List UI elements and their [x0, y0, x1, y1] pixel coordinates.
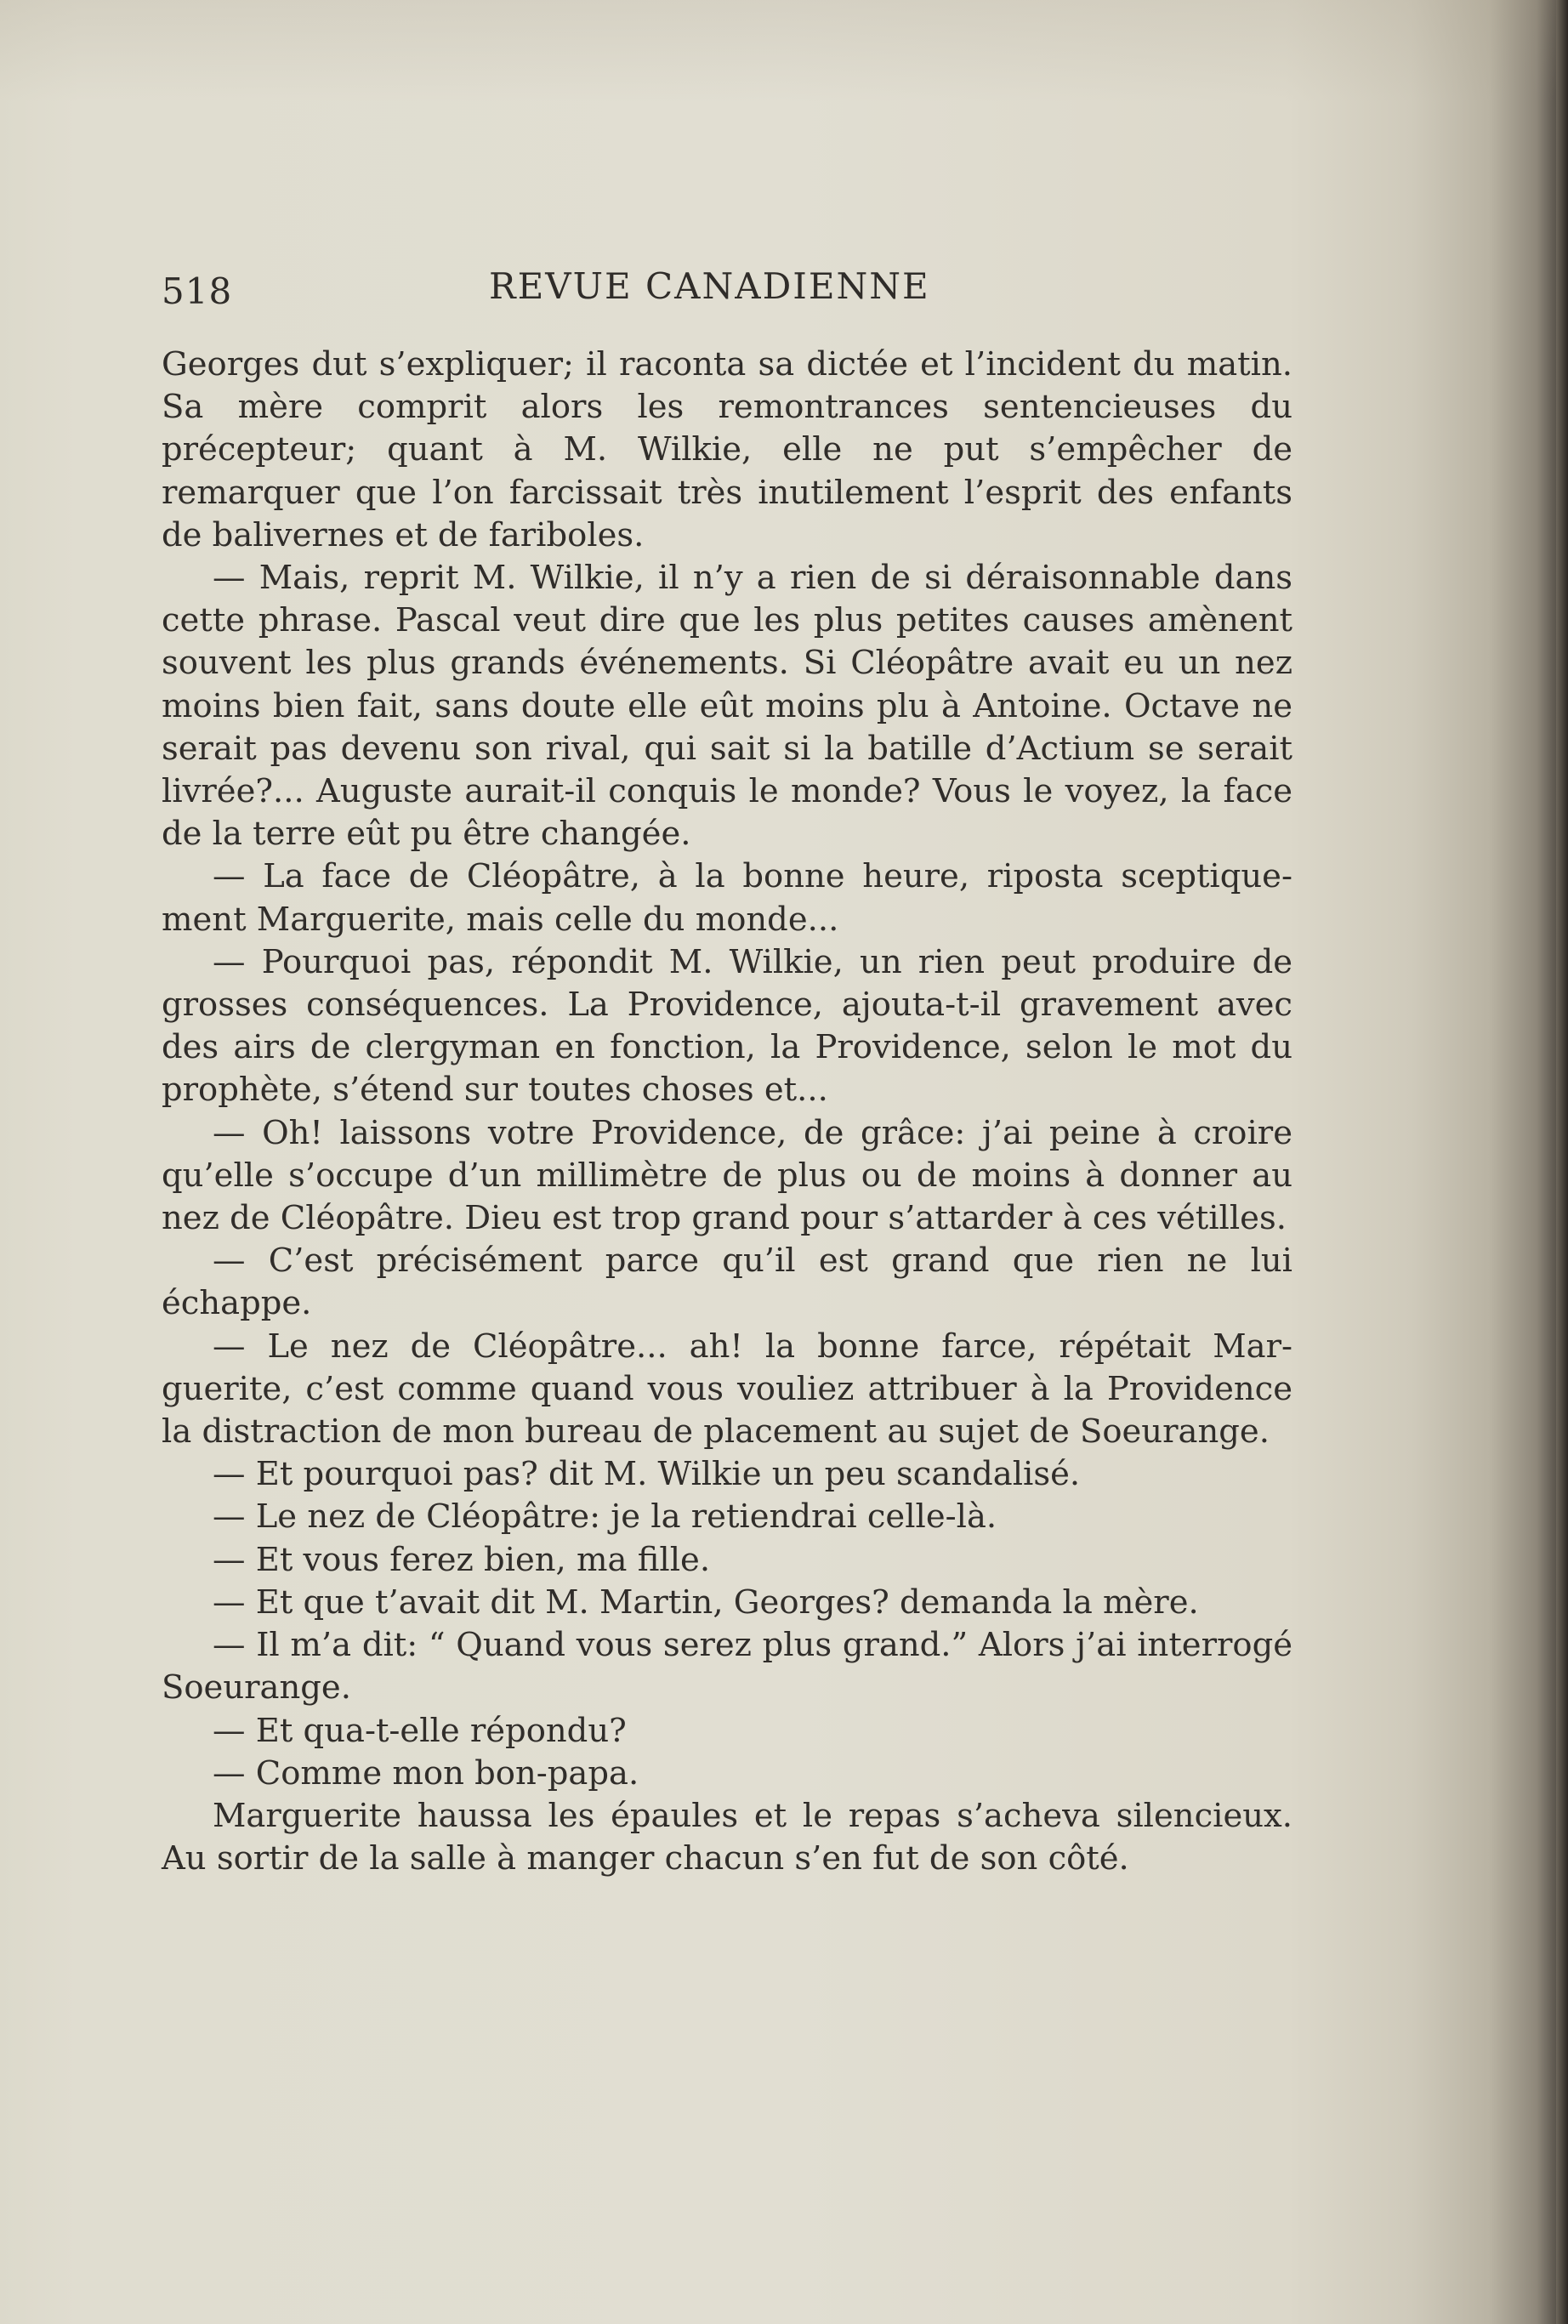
page-edge: [1556, 0, 1568, 2324]
page-shading: [0, 0, 1568, 102]
paragraph: — Mais, reprit M. Wilkie, il n’y a rien de si déraisonnable dans cette phrase. Pascal veut dire que les plus petites causes amènent souvent les plus grands événements. Si Cléopâtre avait eu un nez moins bien fait, sans doute elle eût moins plu à Antoine. Octave ne serait pas devenu son rival, qui sait si la batille d’Actium se serait livrée?... Auguste aurait-il conquis le monde? Vous le voyez, la face de la terre eût pu être changée.: [162, 559, 1292, 854]
paragraph: — C’est précisément parce qu’il est grand que rien ne lui échappe.: [162, 1242, 1292, 1323]
paragraph: — Le nez de Cléopâtre: je la retiendrai celle-là.: [213, 1497, 997, 1537]
paragraph: — Il m’a dit: “ Quand vous serez plus grand.” Alors j’ai interrogé Soeurange.: [162, 1626, 1292, 1707]
paragraph: — Oh! laissons votre Providence, de grâce: j’ai peine à croire qu’elle s’occupe d’un millimètre de plus ou de moins à donner au nez de Cléopâtre. Dieu est trop grand pour s’attarder à ces vétilles.: [162, 1113, 1292, 1238]
paragraph: — Et pourquoi pas? dit M. Wilkie un peu scandalisé.: [213, 1455, 1081, 1494]
paragraph: — Pourquoi pas, répondit M. Wilkie, un rien peut produire de grosses conséquences. La Providence, ajouta-t-il gravement avec des airs de clergyman en fonction, la Providence, selon le mot du prophète, s’étend sur toutes choses et...: [162, 942, 1292, 1110]
paragraph: Georges dut s’expliquer; il raconta sa dictée et l’incident du matin. Sa mère comprit alors les remontrances sentencieuses du précepteur; quant à M. Wilkie, elle ne put s’empêcher de remarquer que l’on farcissait très inutilement l’esprit des enfants de balivernes et de fariboles.: [162, 345, 1292, 554]
paragraph: — Et qua-t-elle répondu?: [213, 1711, 627, 1750]
page-number: 518: [162, 270, 233, 312]
paragraph: — Le nez de Cléopâtre... ah! la bonne farce, répétait Marguerite, c’est comme quand vous vouliez attribuer à la Providence la distraction de mon bureau de placement au sujet de Soeurange.: [162, 1327, 1292, 1452]
running-header: [162, 255, 1310, 323]
paragraph: — Et que t’avait dit M. Martin, Georges? demanda la mère.: [213, 1582, 1199, 1622]
paragraph: — La face de Cléopâtre, à la bonne heure, riposta sceptiquement Marguerite, mais celle du monde...: [162, 857, 1292, 939]
paragraph: — Et vous ferez bien, ma fille.: [213, 1540, 711, 1579]
body-text: [162, 344, 1292, 1880]
paragraph: — Comme mon bon-papa.: [213, 1753, 639, 1793]
paragraph: Marguerite haussa les épaules et le repas s’acheva silencieux. Au sortir de la salle à manger chacun s’en fut de son côté.: [162, 1796, 1292, 1878]
running-title: REVUE CANADIENNE: [489, 265, 930, 307]
